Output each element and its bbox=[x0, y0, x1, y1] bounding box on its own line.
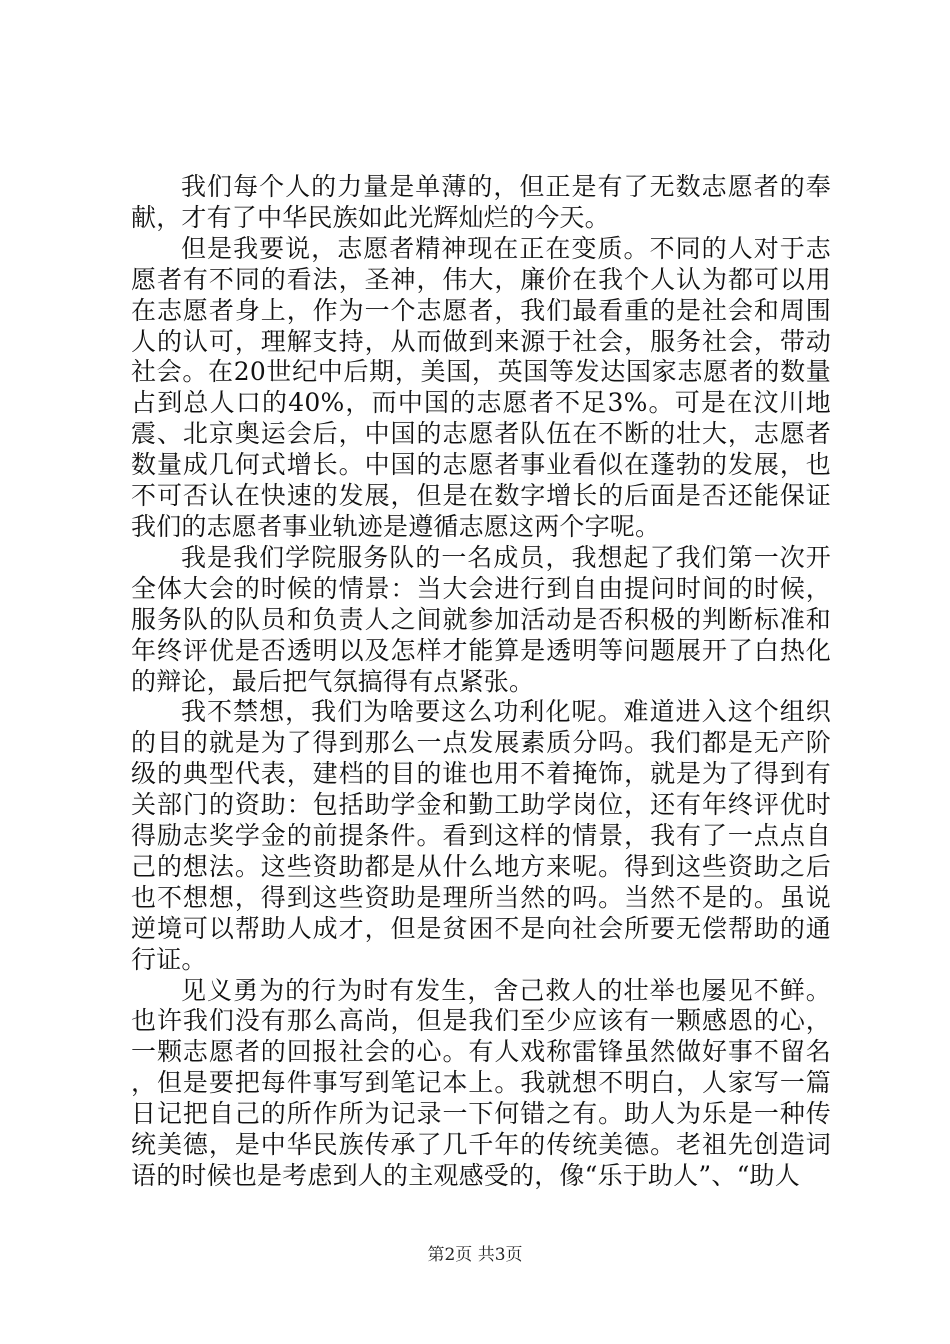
paragraph-3: 我是我们学院服务队的一名成员，我想起了我们第一次开全体大会的时候的情景：当大会进行到自由提问时间的时候，服务队的队员和负责人之间就参加活动是否积极的判断标准和年终评优是否透明以及怎样才能算是透明等问题展开了白热化的辩论，最后把气氛搞得有点紧张。 bbox=[131, 542, 831, 696]
document-body bbox=[131, 172, 831, 1192]
paragraph-4: 我不禁想，我们为啥要这么功利化呢。难道进入这个组织的目的就是为了得到那么一点发展素质分吗。我们都是无产阶级的典型代表，建档的目的谁也用不着掩饰，就是为了得到有关部门的资助：包括助学金和勤工助学岗位，还有年终评优时得励志奖学金的前提条件。看到这样的情景，我有了一点点自己的想法。这些资助都是从什么地方来呢。得到这些资助之后也不想想，得到这些资助是理所当然的吗。当然不是的。虽说逆境可以帮助人成才，但是贫困不是向社会所要无偿帮助的通行证。 bbox=[131, 697, 831, 974]
paragraph-5: 见义勇为的行为时有发生，舍己救人的壮举也屡见不鲜。也许我们没有那么高尚，但是我们至少应该有一颗感恩的心，一颗志愿者的回报社会的心。有人戏称雷锋虽然做好事不留名，但是要把每件事写到笔记本上。我就想不明白，人家写一篇日记把自己的所作所为记录一下何错之有。助人为乐是一种传统美德，是中华民族传承了几千年的传统美德。老祖先创造词语的时候也是考虑到人的主观感受的，像“乐于助人”、“助人 bbox=[131, 975, 831, 1190]
paragraph-1: 我们每个人的力量是单薄的，但正是有了无数志愿者的奉献，才有了中华民族如此光辉灿烂的今天。 bbox=[131, 172, 831, 232]
paragraph-2: 但是我要说，志愿者精神现在正在变质。不同的人对于志愿者有不同的看法，圣神，伟大，廉价在我个人认为都可以用在志愿者身上，作为一个志愿者，我们最看重的是社会和周围人的认可，理解支持，从而做到来源于社会，服务社会，带动社会。在20世纪中后期，美国，英国等发达国家志愿者的数量占到总人口的40%，而中国的志愿者不足3%。可是在汶川地震、北京奥运会后，中国的志愿者队伍在不断的壮大，志愿者数量成几何式增长。中国的志愿者事业看似在蓬勃的发展，也不可否认在快速的发展，但是在数字增长的后面是否还能保证我们的志愿者事业轨迹是遵循志愿这两个字呢。 bbox=[131, 233, 831, 541]
page-footer: 第2页 共3页 bbox=[427, 1245, 523, 1265]
